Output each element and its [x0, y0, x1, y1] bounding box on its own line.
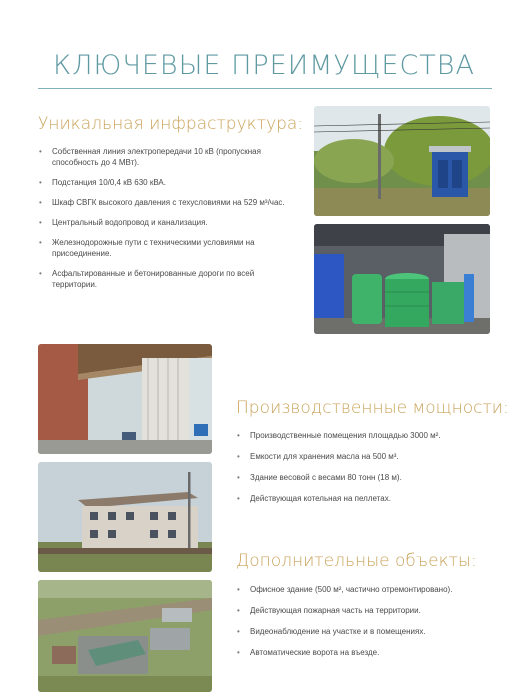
list-item: • Видеонаблюдение на участке и в помещениях.: [236, 626, 506, 637]
list-item: • Действующая котельная на пеллетах.: [236, 493, 506, 504]
photo-aerial-view: [38, 580, 212, 692]
list-item: • Емкости для хранения масла на 500 м³.: [236, 451, 506, 462]
photo-office-building: [38, 462, 212, 572]
list-item: • Собственная линия электропередачи 10 кВ (пропускная способность до 4 МВт).: [38, 146, 288, 168]
list-item: • Железнодорожные пути с техническими условиями на присоединение.: [38, 237, 288, 259]
list-item: • Производственные помещения площадью 3000 м².: [236, 430, 506, 441]
additional-list: [236, 584, 506, 658]
section-heading-production: Производственные мощности:: [236, 398, 509, 418]
page-title: КЛЮЧЕВЫЕ ПРЕИМУЩЕСТВА: [53, 50, 475, 81]
list-item: • Подстанция 10/0,4 кВ 630 кВА.: [38, 177, 288, 188]
list-item: • Автоматические ворота на въезде.: [236, 647, 506, 658]
list-item: • Действующая пожарная часть на территории.: [236, 605, 506, 616]
list-item: • Шкаф СВГК высокого давления с техусловиями на 529 м³/час.: [38, 197, 288, 208]
infrastructure-list: [38, 146, 288, 290]
title-divider: [38, 88, 492, 89]
section-heading-additional: Дополнительные объекты:: [236, 551, 477, 571]
section-heading-infrastructure: Уникальная инфраструктура:: [38, 114, 304, 134]
list-item: • Асфальтированные и бетонированные дороги по всей территории.: [38, 268, 288, 290]
list-item: • Здание весовой с весами 80 тонн (18 м).: [236, 472, 506, 483]
photo-hangar: [38, 344, 212, 454]
photo-substation: [314, 106, 490, 216]
list-item: • Центральный водопровод и канализация.: [38, 217, 288, 228]
photo-tanks: [314, 224, 490, 334]
production-list: [236, 430, 506, 504]
list-item: • Офисное здание (500 м², частично отремонтировано).: [236, 584, 506, 595]
